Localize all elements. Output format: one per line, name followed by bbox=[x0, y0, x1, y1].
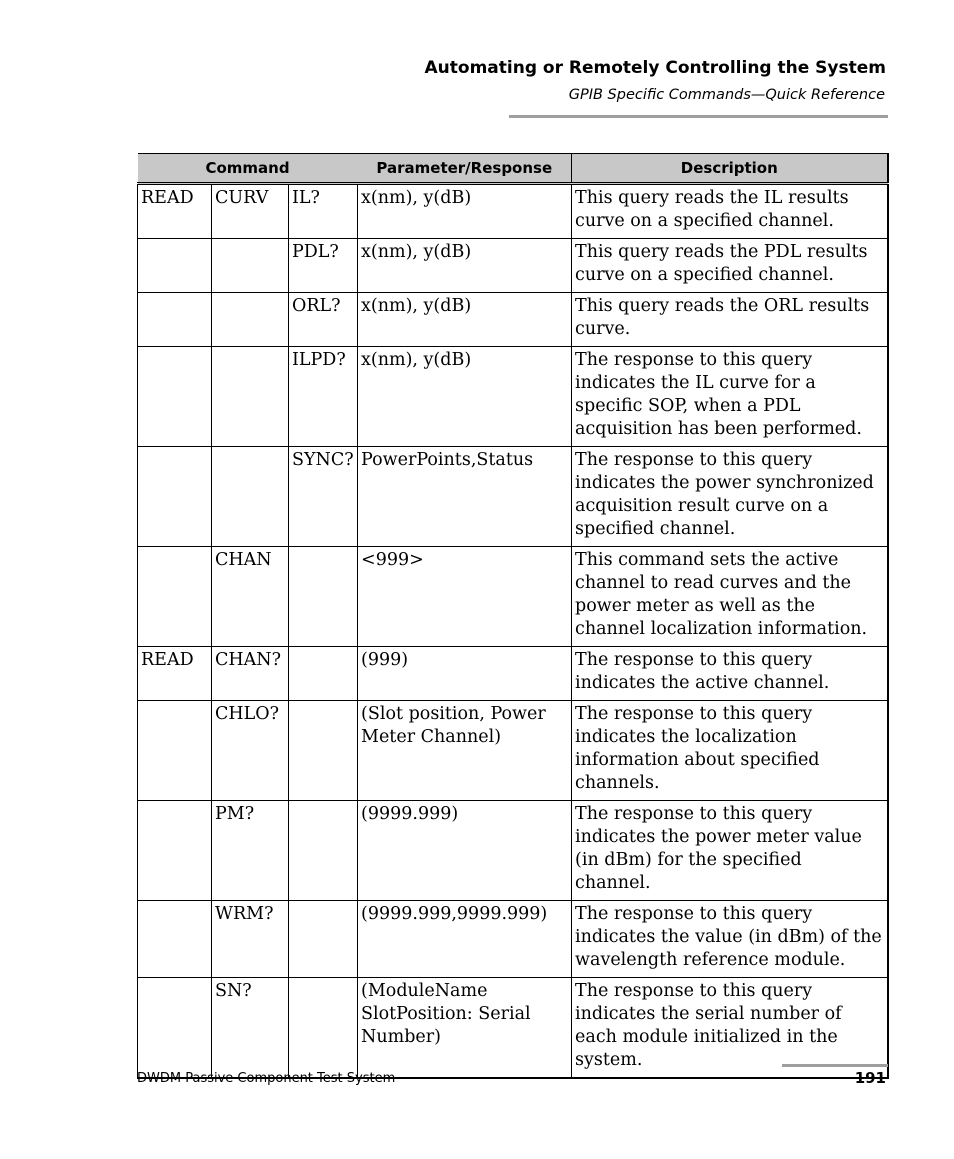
table-row bbox=[138, 184, 888, 239]
cell-command-3: SYNC? bbox=[289, 447, 358, 547]
cell-parameter: <999> bbox=[358, 547, 572, 647]
cell-command-2 bbox=[212, 347, 289, 447]
cell-parameter: x(nm), y(dB) bbox=[358, 347, 572, 447]
page-header-subtitle: GPIB Specific Commands—Quick Reference bbox=[568, 87, 885, 103]
table-row bbox=[138, 978, 888, 1079]
page-header-title: Automating or Remotely Controlling the System bbox=[424, 58, 886, 78]
command-table bbox=[137, 153, 889, 1079]
cell-command-3 bbox=[289, 978, 358, 1079]
cell-command-1 bbox=[138, 293, 212, 347]
cell-description: The response to this query indicates the serial number of each module initialized in the system. bbox=[572, 978, 888, 1079]
cell-command-1 bbox=[138, 347, 212, 447]
cell-parameter: PowerPoints,Status bbox=[358, 447, 572, 547]
cell-description: This command sets the active channel to read curves and the power meter as well as the channel localization information. bbox=[572, 547, 888, 647]
cell-command-1: READ bbox=[138, 184, 212, 239]
cell-description: The response to this query indicates the power meter value (in dBm) for the specified channel. bbox=[572, 801, 888, 901]
table-row bbox=[138, 701, 888, 801]
cell-description: The response to this query indicates the IL curve for a specific SOP, when a PDL acquisition has been performed. bbox=[572, 347, 888, 447]
cell-description: This query reads the PDL results curve on a specified channel. bbox=[572, 239, 888, 293]
cell-parameter: x(nm), y(dB) bbox=[358, 184, 572, 239]
cell-command-3 bbox=[289, 701, 358, 801]
cell-command-1 bbox=[138, 801, 212, 901]
cell-description: This query reads the ORL results curve. bbox=[572, 293, 888, 347]
cell-parameter: (ModuleName SlotPosition: Serial Number) bbox=[358, 978, 572, 1079]
column-header-command: Command bbox=[138, 154, 358, 184]
cell-command-2: CHAN? bbox=[212, 647, 289, 701]
cell-description: This query reads the IL results curve on a specified channel. bbox=[572, 184, 888, 239]
table-row bbox=[138, 293, 888, 347]
footer-rule bbox=[782, 1064, 888, 1067]
table-row bbox=[138, 347, 888, 447]
cell-description: The response to this query indicates the value (in dBm) of the wavelength reference module. bbox=[572, 901, 888, 978]
cell-parameter: (Slot position, Power Meter Channel) bbox=[358, 701, 572, 801]
column-header-description: Description bbox=[572, 154, 888, 184]
cell-command-3 bbox=[289, 801, 358, 901]
cell-command-1 bbox=[138, 239, 212, 293]
cell-command-1 bbox=[138, 447, 212, 547]
cell-command-2: WRM? bbox=[212, 901, 289, 978]
cell-command-3 bbox=[289, 547, 358, 647]
cell-command-2 bbox=[212, 447, 289, 547]
cell-parameter: (9999.999) bbox=[358, 801, 572, 901]
page-number: 191 bbox=[854, 1069, 886, 1087]
cell-command-1 bbox=[138, 547, 212, 647]
cell-description: The response to this query indicates the localization information about specified channels. bbox=[572, 701, 888, 801]
cell-command-2 bbox=[212, 293, 289, 347]
column-header-parameter: Parameter/Response bbox=[358, 154, 572, 184]
table-row bbox=[138, 447, 888, 547]
cell-command-2: CHAN bbox=[212, 547, 289, 647]
cell-command-3 bbox=[289, 647, 358, 701]
cell-command-1: READ bbox=[138, 647, 212, 701]
cell-description: The response to this query indicates the power synchronized acquisition result curve on a specified channel. bbox=[572, 447, 888, 547]
cell-parameter: (999) bbox=[358, 647, 572, 701]
cell-command-3: ORL? bbox=[289, 293, 358, 347]
table-row bbox=[138, 647, 888, 701]
cell-command-3: ILPD? bbox=[289, 347, 358, 447]
cell-command-2: SN? bbox=[212, 978, 289, 1079]
table-row bbox=[138, 239, 888, 293]
cell-command-1 bbox=[138, 978, 212, 1079]
table-row bbox=[138, 801, 888, 901]
table-header-row bbox=[138, 154, 888, 184]
cell-command-1 bbox=[138, 901, 212, 978]
cell-command-3: IL? bbox=[289, 184, 358, 239]
cell-command-2: PM? bbox=[212, 801, 289, 901]
table-row bbox=[138, 901, 888, 978]
cell-parameter: x(nm), y(dB) bbox=[358, 239, 572, 293]
cell-command-2: CURV bbox=[212, 184, 289, 239]
cell-parameter: (9999.999,9999.999) bbox=[358, 901, 572, 978]
cell-command-3: PDL? bbox=[289, 239, 358, 293]
table-row bbox=[138, 547, 888, 647]
cell-command-1 bbox=[138, 701, 212, 801]
header-rule bbox=[509, 115, 888, 118]
cell-description: The response to this query indicates the active channel. bbox=[572, 647, 888, 701]
cell-command-2 bbox=[212, 239, 289, 293]
footer-product-name: DWDM Passive Component Test System bbox=[137, 1071, 396, 1086]
cell-parameter: x(nm), y(dB) bbox=[358, 293, 572, 347]
cell-command-2: CHLO? bbox=[212, 701, 289, 801]
cell-command-3 bbox=[289, 901, 358, 978]
